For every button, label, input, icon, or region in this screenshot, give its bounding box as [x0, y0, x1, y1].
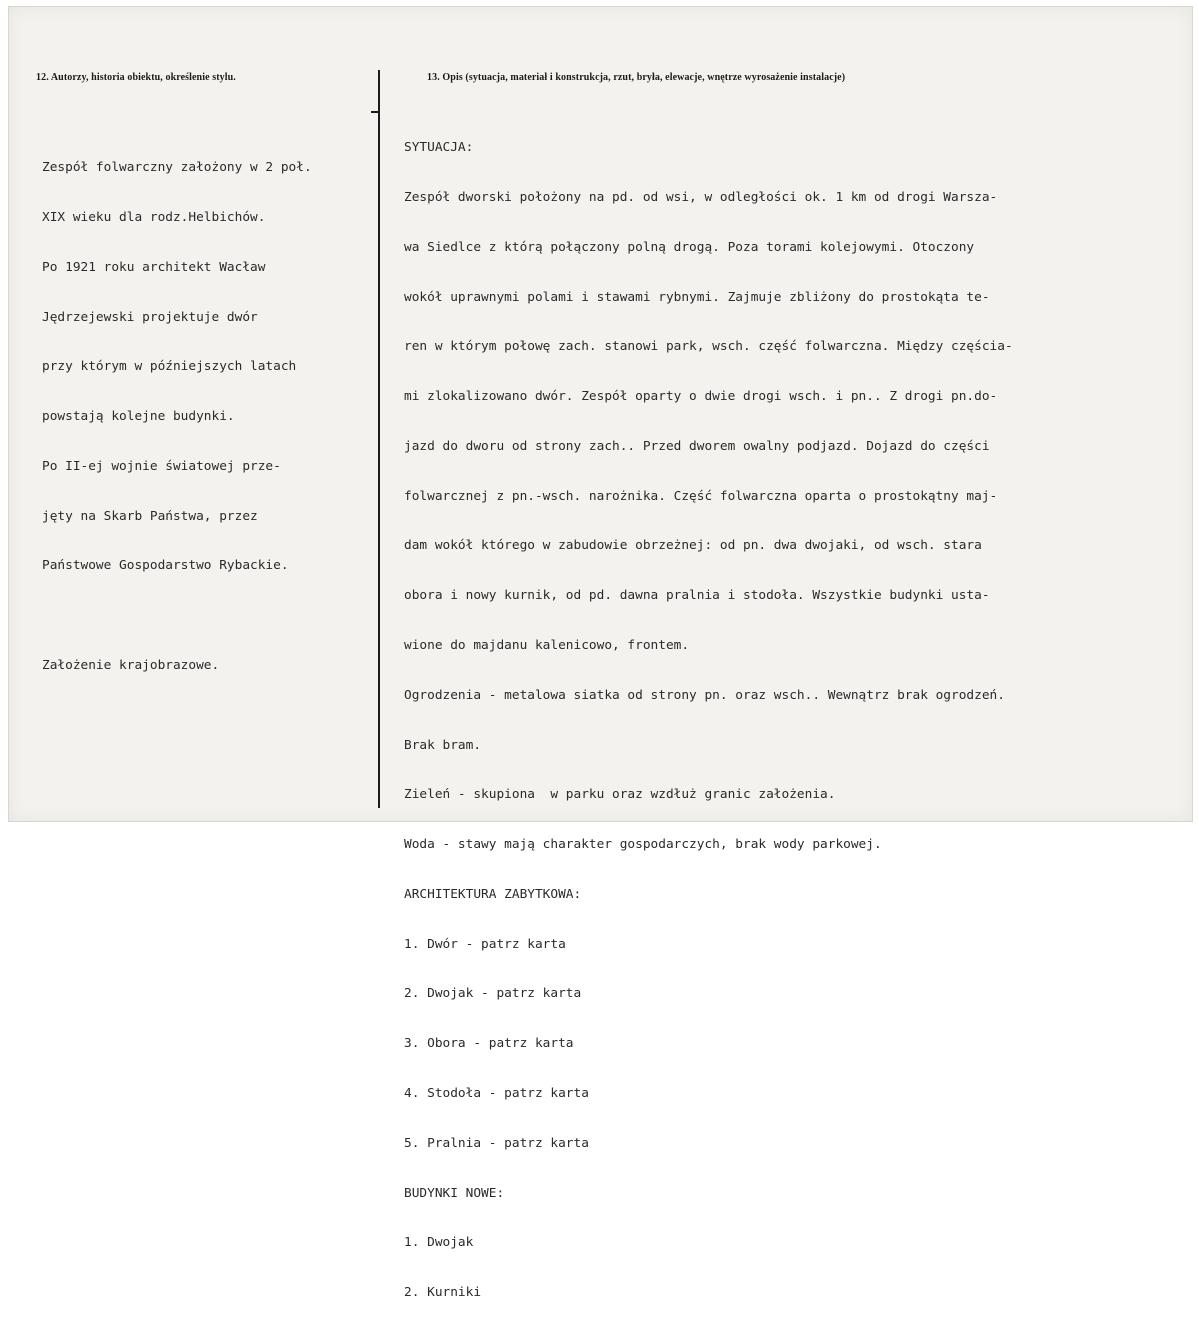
history-line: Zespół folwarczny założony w 2 poł.: [42, 160, 312, 176]
section-label-budynki-nowe: BUDYNKI NOWE:: [404, 1185, 505, 1201]
description-line: Zespół dworski położony na pd. od wsi, w odległości ok. 1 km od drogi Warsza-: [404, 189, 998, 205]
list-item: 3. Obora - patrz karta: [404, 1036, 574, 1052]
list-item: 5. Pralnia - patrz karta: [404, 1135, 589, 1151]
description-line: mi zlokalizowano dwór. Zespół oparty o dwie drogi wsch. i pn.. Z drogi pn.do-: [404, 389, 998, 405]
list-item: 1. Dwór - patrz karta: [404, 936, 566, 952]
description-line: wokół uprawnymi polami i stawami rybnymi. Zajmuje zbliżony do prostokąta te-: [404, 289, 990, 305]
history-line: powstają kolejne budynki.: [42, 409, 235, 425]
description-line: wione do majdanu kalenicowo, frontem.: [404, 638, 690, 653]
paragraph-gap: [42, 608, 312, 625]
list-item: 2. Kurniki: [404, 1285, 482, 1301]
section-label-sytuacja: SYTUACJA:: [404, 140, 474, 156]
description-line: wa Siedlce z którą połączony polną drogą. Poza torami kolejowymi. Otoczony: [404, 239, 975, 255]
style-line: Założenie krajobrazowe.: [42, 658, 220, 673]
description-line: Ogrodzenia - metalowa siatka od strony pn. oraz wsch.. Wewnątrz brak ogrodzeń.: [404, 687, 1005, 703]
section-13-heading: 13. Opis (sytuacja, materiał i konstrukcja, rzut, bryła, elewacje, wnętrze wyrosażenie instalacje): [427, 72, 846, 83]
description-line: ren w którym połowę zach. stanowi park, wsch. część folwarczna. Między częścia-: [404, 339, 1013, 355]
description-line: obora i nowy kurnik, od pd. dawna pralnia i stodoła. Wszystkie budynki usta-: [404, 588, 990, 604]
description-line: Brak bram.: [404, 737, 482, 753]
description-line: Zieleń - skupiona w parku oraz wzdłuż granic założenia.: [404, 787, 836, 803]
section-label-architektura: ARCHITEKTURA ZABYTKOWA:: [404, 886, 582, 902]
history-line: XIX wieku dla rodz.Helbichów.: [42, 209, 266, 225]
list-item: 4. Stodoła - patrz karta: [404, 1086, 589, 1102]
column-divider: [378, 70, 380, 808]
description-line: jazd do dworu od strony zach.. Przed dworem owalny podjazd. Dojazd do części: [404, 438, 990, 454]
history-line: przy którym w późniejszych latach: [42, 359, 297, 375]
description-line: dam wokół którego w zabudowie obrzeżnej: od pn. dwa dwojaki, od wsch. stara: [404, 538, 982, 554]
list-item: 2. Dwojak - patrz karta: [404, 986, 582, 1002]
history-line: Po 1921 roku architekt Wacław: [42, 259, 266, 275]
description-text-block: [404, 107, 1013, 1318]
history-line: Państwowe Gospodarstwo Rybackie.: [42, 558, 289, 574]
section-12-heading: 12. Autorzy, historia obiektu, określenie stylu.: [36, 72, 236, 83]
description-line: folwarcznej z pn.-wsch. narożnika. Część folwarczna oparta o prostokątny maj-: [404, 488, 998, 504]
list-item: 1. Dwojak: [404, 1235, 474, 1251]
history-text-block: [42, 127, 312, 691]
history-line: Po II-ej wojnie światowej prze-: [42, 458, 281, 474]
history-line: Jędrzejewski projektuje dwór: [42, 309, 258, 325]
history-line: jęty na Skarb Państwa, przez: [42, 508, 258, 524]
divider-tick-mark: [371, 111, 379, 113]
description-line: Woda - stawy mają charakter gospodarczych, brak wody parkowej.: [404, 837, 882, 853]
